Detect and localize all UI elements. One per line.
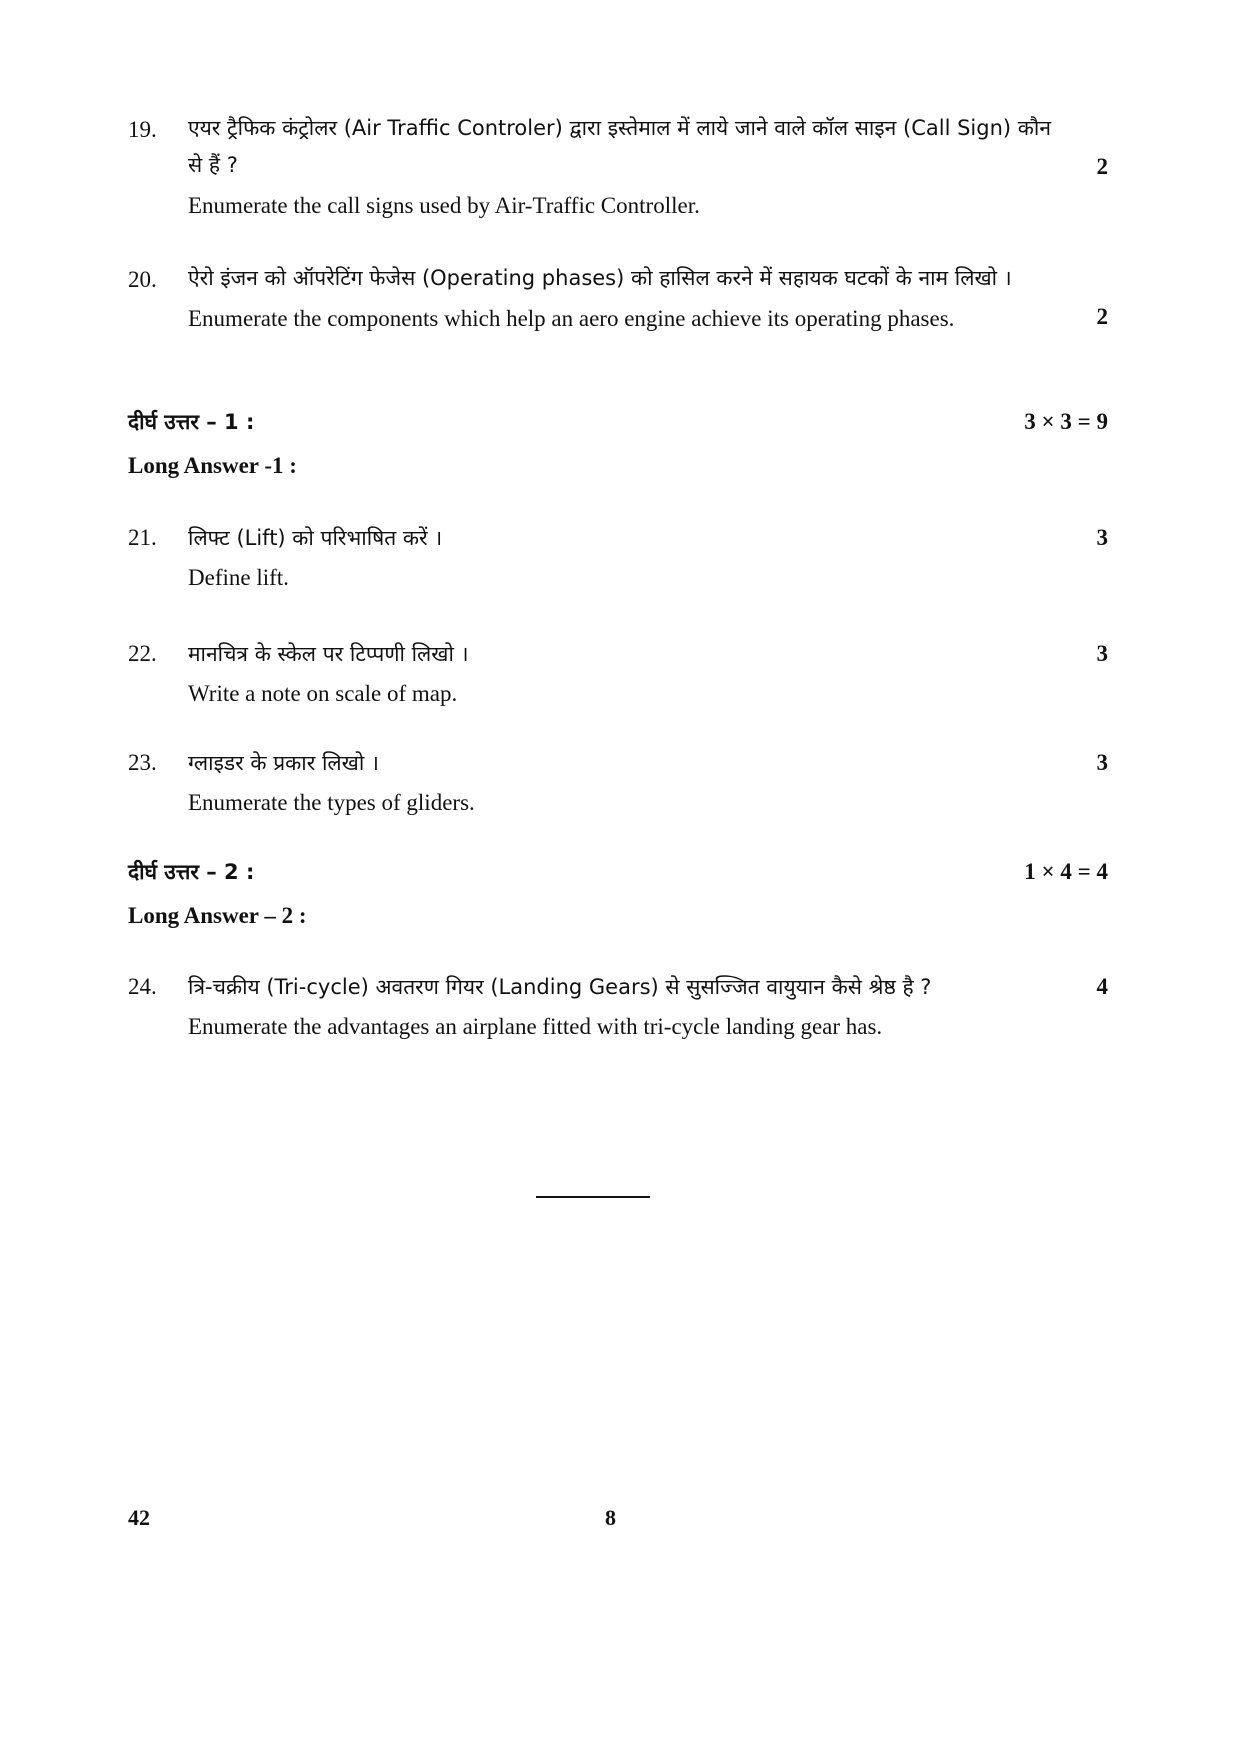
question-english-text: Enumerate the types of gliders. xyxy=(188,790,475,815)
section-hindi-heading: दीर्घ उत्तर – 2 : xyxy=(128,860,255,884)
question-number: 21. xyxy=(128,525,157,550)
question-marks: 4 xyxy=(1096,974,1108,999)
question-english-text: Write a note on scale of map. xyxy=(188,681,458,706)
question-number: 22. xyxy=(128,641,157,666)
question-number: 24. xyxy=(128,974,157,999)
question-number: 19. xyxy=(128,117,157,142)
footer-page-number: 8 xyxy=(605,1505,616,1530)
question-number: 23. xyxy=(128,750,157,775)
footer-paper-code: 42 xyxy=(128,1505,150,1530)
section-long-answer-2 xyxy=(128,850,1108,938)
question-19 xyxy=(128,110,1108,226)
question-hindi-text: ग्लाइडर के प्रकार लिखो । xyxy=(188,751,379,775)
question-21 xyxy=(128,518,1108,598)
question-english-text: Define lift. xyxy=(188,565,289,590)
question-hindi-text: एयर ट्रैफिक कंट्रोलर (Air Traffic Controler) द्वारा इस्तेमाल में लाये जाने वाले कॉल साइन (Call Sign) कौन से हैं ? xyxy=(188,116,1051,177)
question-hindi-text: त्रि-चक्रीय (Tri-cycle) अवतरण गियर (Landing Gears) से सुसज्जित वायुयान कैसे श्रेष्ठ है ? xyxy=(188,975,932,999)
question-24 xyxy=(128,967,1108,1047)
question-english-text: Enumerate the components which help an aero engine achieve its operating phases. xyxy=(188,306,955,331)
question-marks: 3 xyxy=(1096,525,1108,550)
question-marks: 2 xyxy=(1096,154,1108,179)
section-hindi-heading: दीर्घ उत्तर – 1 : xyxy=(128,410,255,434)
question-marks: 2 xyxy=(1096,304,1108,329)
question-hindi-text: ऐरो इंजन को ऑपरेटिंग फेजेस (Operating phases) को हासिल करने में सहायक घटकों के नाम लिखो । xyxy=(188,266,1012,290)
section-english-heading: Long Answer -1 : xyxy=(128,453,297,478)
question-23 xyxy=(128,743,1108,823)
question-hindi-text: लिफ्ट (Lift) को परिभाषित करें । xyxy=(188,526,443,550)
question-english-text: Enumerate the advantages an airplane fitted with tri-cycle landing gear has. xyxy=(188,1014,883,1039)
end-of-paper-rule xyxy=(536,1196,650,1198)
question-22 xyxy=(128,634,1108,714)
question-marks: 3 xyxy=(1096,641,1108,666)
question-english-text: Enumerate the call signs used by Air-Traffic Controller. xyxy=(188,193,700,218)
section-long-answer-1 xyxy=(128,400,1108,488)
question-number: 20. xyxy=(128,267,157,292)
question-marks: 3 xyxy=(1096,750,1108,775)
section-marks: 3 × 3 = 9 xyxy=(1024,409,1108,434)
section-marks: 1 × 4 = 4 xyxy=(1024,859,1108,884)
section-english-heading: Long Answer – 2 : xyxy=(128,903,307,928)
question-20 xyxy=(128,260,1108,339)
question-hindi-text: मानचित्र के स्केल पर टिप्पणी लिखो । xyxy=(188,642,469,666)
